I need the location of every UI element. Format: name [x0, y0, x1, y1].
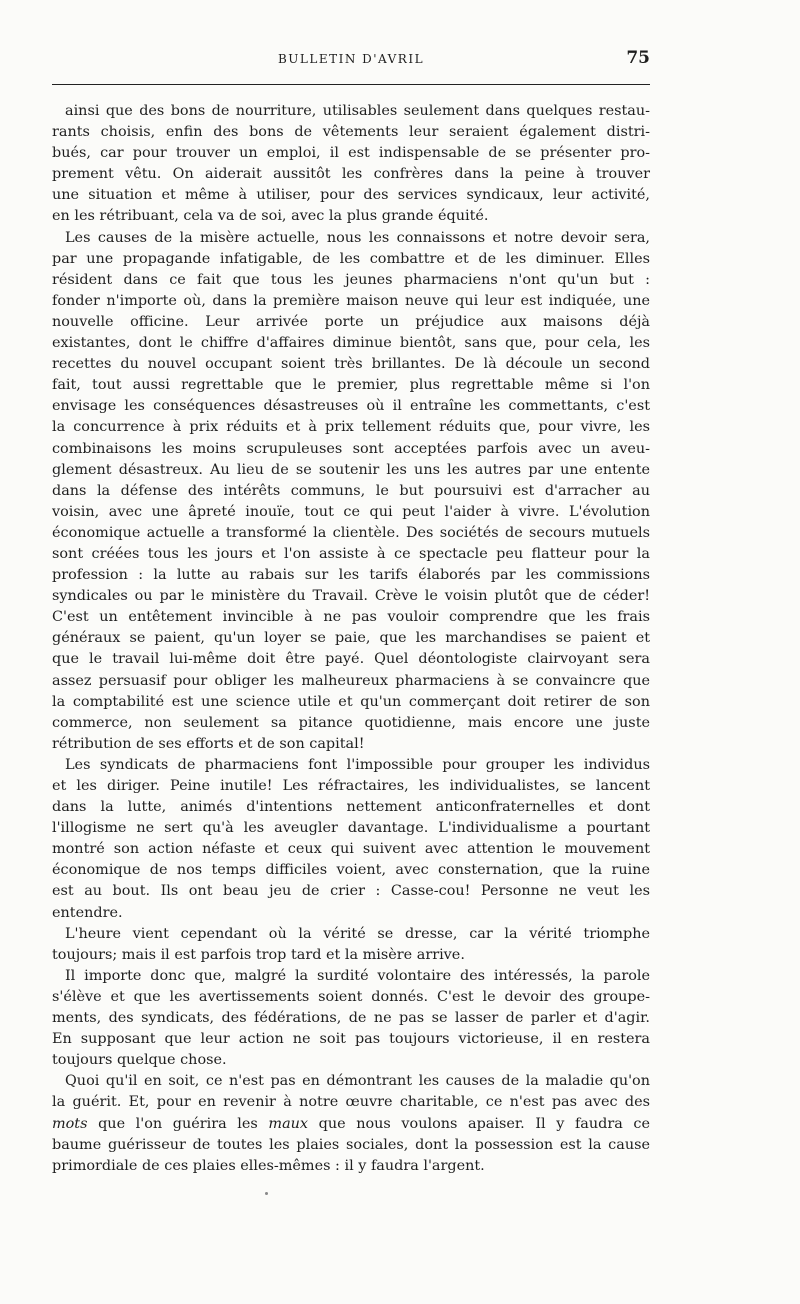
text-line: Il importe donc que, malgré la surdité volontaire des intéressés, la parole: [65, 967, 650, 984]
text-line: voisin, avec une âpreté inouïe, tout ce qui peut l'aider à vivre. L'évolution: [52, 503, 650, 520]
text-line: rants choisis, enfin des bons de vêtements leur seraient également distri-: [52, 124, 650, 141]
text-line: fonder n'importe où, dans la première maison neuve qui leur est indiquée, une: [52, 292, 650, 309]
text-line: profession : la lutte au rabais sur les tarifs élaborés par les commissions: [52, 567, 650, 584]
ink-speck: [265, 1192, 268, 1195]
text-line: et les diriger. Peine inutile! Les réfractaires, les individualistes, se lancent: [52, 778, 650, 794]
text-line: Les syndicats de pharmaciens font l'impossible pour grouper les individus: [65, 756, 650, 773]
text-line: recettes du nouvel occupant soient très brillantes. De là découle un second: [52, 356, 650, 373]
paragraph: [52, 966, 650, 1071]
text-line: prement vêtu. On aiderait aussitôt les confrères dans la peine à trouver: [52, 166, 650, 183]
text-line: glement désastreux. Au lieu de se soutenir les uns les autres par une entente: [52, 461, 650, 478]
text-line: Les causes de la misère actuelle, nous les connaissons et notre devoir sera,: [65, 229, 650, 246]
text-line: envisage les conséquences désastreuses où il entraîne les commettants, c'est: [52, 398, 650, 415]
text-line: [52, 1156, 650, 1177]
paragraph: [52, 101, 650, 228]
text-line: dans la lutte, animés d'intentions nettement anticonfraternelles et dont: [52, 799, 650, 816]
text-line: résident dans ce fait que tous les jeunes pharmaciens n'ont qu'un but :: [52, 271, 650, 288]
paragraph: [52, 228, 650, 755]
text-line: fait, tout aussi regrettable que le premier, plus regrettable même si l'on: [52, 377, 650, 394]
text-line: C'est un entêtement invincible à ne pas vouloir comprendre que les frais: [52, 609, 650, 626]
text-line: [52, 1135, 650, 1156]
paragraph: [52, 1071, 650, 1176]
text-line: nouvelle officine. Leur arrivée porte un préjudice aux maisons déjà: [52, 313, 650, 330]
text-segment: la guérit. Et, pour en revenir à notre œuvre charitable, ce n'est pas avec des: [52, 1094, 650, 1111]
page-header: [52, 46, 650, 76]
text-line: généraux se paient, qu'un loyer se paie, que les marchandises se paient et: [52, 630, 650, 647]
text-line: En supposant que leur action ne soit pas toujours victorieuse, il en restera: [52, 1031, 650, 1048]
text-line: sont créées tous les jours et l'on assiste à ce spectacle peu flatteur pour la: [52, 545, 650, 562]
text-line: bués, car pour trouver un emploi, il est indispensable de se présenter pro-: [52, 145, 650, 162]
text-line: la concurrence à prix réduits et à prix tellement réduits que, pour vivre, les: [52, 419, 650, 436]
text-line: combinaisons les moins scrupuleuses sont acceptées parfois avec un aveu-: [52, 440, 650, 457]
text-line: toujours quelque chose.: [52, 1052, 227, 1069]
text-line: en les rétribuant, cela va de soi, avec la plus grande équité.: [52, 208, 489, 225]
text-line: commerce, non seulement sa pitance quotidienne, mais encore une juste: [52, 714, 650, 731]
running-title: BULLETIN D'AVRIL: [277, 52, 425, 66]
text-line: l'illogisme ne sert qu'à les aveugler davantage. L'individualisme a pourtant: [52, 820, 650, 837]
text-line: entendre.: [52, 904, 123, 921]
text-line: syndicales ou par le ministère du Travail. Crève le voisin plutôt que de céder!: [52, 588, 650, 605]
text-line: économique actuelle a transformé la clientèle. Des sociétés de secours mutuels: [52, 524, 650, 541]
italic-word: maux: [268, 1115, 309, 1132]
paragraph: [52, 924, 650, 966]
text-line: L'heure vient cependant où la vérité se dresse, car la vérité triomphe: [65, 925, 650, 942]
text-segment: primordiale de ces plaies elles-mêmes : il y faudra l'argent.: [52, 1157, 485, 1174]
text-segment: que nous voulons apaiser. Il y faudra ce: [308, 1115, 650, 1132]
header-rule: [52, 84, 650, 85]
text-line: une situation et même à utiliser, pour des services syndicaux, leur activité,: [52, 187, 650, 204]
text-line: existantes, dont le chiffre d'affaires diminue bientôt, sans que, pour cela, les: [52, 335, 650, 352]
paragraph: [52, 755, 650, 924]
text-line: assez persuasif pour obliger les malheureux pharmaciens à se convaincre que: [52, 672, 650, 689]
text-line: rétribution de ses efforts et de son capital!: [52, 735, 365, 752]
text-segment: baume guérisseur de toutes les plaies sociales, dont la possession est la cause: [52, 1136, 650, 1153]
text-line: s'élève et que les avertissements soient donnés. C'est le devoir des groupe-: [52, 988, 650, 1005]
text-line: dans la défense des intérêts communs, le but poursuivi est d'arracher au: [52, 482, 650, 499]
text-line: par une propagande infatigable, de les combattre et de les diminuer. Elles: [52, 250, 650, 267]
text-line: est au bout. Ils ont beau jeu de crier : Casse-cou! Personne ne veut les: [52, 883, 650, 900]
text-line: [52, 1114, 650, 1135]
text-segment: Quoi qu'il en soit, ce n'est pas en démontrant les causes de la maladie qu'on: [65, 1073, 650, 1090]
text-line: économique de nos temps difficiles voient, avec consternation, que la ruine: [52, 862, 650, 879]
text-line: montré son action néfaste et ceux qui suivent avec attention le mouvement: [52, 841, 650, 858]
text-line: [52, 1071, 650, 1092]
text-line: [52, 1092, 650, 1113]
article-body: [52, 101, 650, 1177]
page-number: 75: [626, 48, 650, 68]
text-line: la comptabilité est une science utile et qu'un commerçant doit retirer de son: [52, 693, 650, 710]
text-line: ainsi que des bons de nourriture, utilisables seulement dans quelques restau-: [65, 103, 650, 119]
text-line: ments, des syndicats, des fédérations, de ne pas se lasser de parler et d'agir.: [52, 1010, 650, 1027]
text-line: que le travail lui-même doit être payé. Quel déontologiste clairvoyant sera: [52, 651, 650, 668]
text-segment: que l'on guérira les: [87, 1115, 269, 1132]
text-line: toujours; mais il est parfois trop tard et la misère arrive.: [52, 946, 465, 963]
italic-word: mots: [52, 1115, 88, 1132]
